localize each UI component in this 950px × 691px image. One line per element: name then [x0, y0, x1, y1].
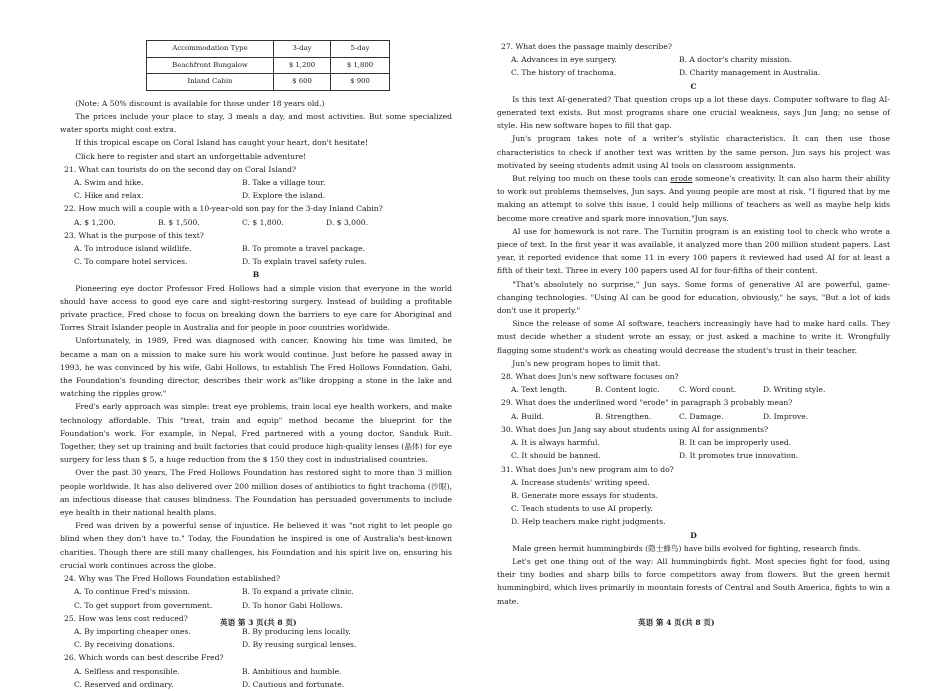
paragraph: Is this text AI-generated? That question crops up a lot these days. Computer software to flag AI-generated text exists. But most programs share one crucial weakness, says Jun Jang; no sense of style. His new software hopes to fill that gap.: [497, 94, 890, 131]
left-page: [60, 0, 452, 691]
option[interactable]: C. The history of trachoma.: [511, 68, 617, 78]
option[interactable]: B. Generate more essays for students.: [511, 490, 659, 500]
section-heading: D: [690, 530, 697, 540]
table-cell: Beachfront Bungalow: [147, 57, 274, 74]
accommodation-table: [146, 40, 390, 91]
question-22: 22. How much will a couple with a 10-year-old son pay for the 3-day Inland Cabin?: [64, 204, 383, 214]
option[interactable]: A. Text length.: [511, 385, 568, 395]
table-row: [147, 57, 390, 74]
option[interactable]: C. To get support from government.: [74, 600, 213, 610]
option[interactable]: D. To explain travel safety rules.: [242, 257, 367, 267]
question-26: 26. Which words can best describe Fred?: [64, 653, 224, 663]
option[interactable]: C. Word count.: [679, 385, 737, 395]
table-cell: $ 900: [331, 74, 390, 91]
option[interactable]: B. A doctor's charity mission.: [679, 55, 792, 65]
question-29: 29. What does the underlined word "erode" in paragraph 3 probably mean?: [501, 398, 793, 408]
right-page: [497, 40, 890, 608]
underlined-word: erode: [670, 174, 693, 184]
text: someone's creativity. It can also harm their ability to work out problems themselves, Jun says. And young people are most at risk. "I figured that by me making an attempt to solve this issue, I could help millions of teachers as well as maybe help kids become more creative and spark more innovation,"Jun says.: [497, 174, 890, 223]
option[interactable]: B. Strengthen.: [595, 411, 652, 421]
paragraph: Pioneering eye doctor Professor Fred Hollows had a simple vision that everyone in the world should have access to good eye care and sight-restoring surgery. Instead of building a profitable private practice, Fred chose to focus on breaking down the barriers to eye care for Aboriginal and Torres Strait Islander people in Australia and for people in poor countries worldwide.: [60, 283, 452, 333]
paragraph: AI use for homework is not rare. The Turnitin program is an existing tool to check who wrote a piece of text. In the first year it was available, it analyzed more than 200 million student papers. Last year, it reported evidence that some 11 in every 100 papers it reviewed had used AI for at least a fifth of their text. Three in every 100 papers used AI for four-fifths of their content.: [497, 226, 890, 276]
page-footer-right: 英语 第 4 页(共 8 页): [638, 618, 715, 627]
question-30: 30. What does Jun Jang say about students using AI for assignments?: [501, 424, 769, 434]
paragraph: The prices include your place to stay, 3 meals a day, and most activities. But some specialized water sports might cost extra.: [60, 111, 452, 135]
option[interactable]: A. Advances in eye surgery.: [511, 55, 617, 65]
option[interactable]: A. Build.: [511, 411, 544, 421]
option[interactable]: B. Content logic.: [595, 385, 660, 395]
section-heading: B: [252, 270, 260, 280]
table-header: 3-day: [274, 41, 331, 58]
paragraph: Let's get one thing out of the way: All hummingbirds fight. Most species fight for food, using their tiny bodies and sharp bills to force competitors away from flowers. But the green hermit hummingbird, which lives primarily in mountain forests of Central and South America, fights to win a mate.: [497, 556, 890, 606]
option[interactable]: C. By receiving donations.: [74, 640, 175, 650]
option[interactable]: D. By reusing surgical lenses.: [242, 640, 357, 650]
option[interactable]: C. Reserved and ordinary.: [74, 679, 174, 689]
option[interactable]: A. Swim and hike.: [74, 178, 144, 187]
option[interactable]: A. Selfless and responsible.: [74, 666, 180, 676]
paragraph-erode: [497, 172, 890, 225]
option[interactable]: D. Charity management in Australia.: [679, 68, 821, 78]
option[interactable]: C. Hike and relax.: [74, 191, 144, 201]
option[interactable]: A. By importing cheaper ones.: [74, 626, 191, 636]
paragraph: If this tropical escape on Coral Island has caught your heart, don't hesitate!: [75, 138, 369, 148]
option[interactable]: B. Ambitious and humble.: [242, 666, 342, 676]
option[interactable]: C. $ 1,800.: [242, 217, 284, 227]
paragraph: Fred was driven by a powerful sense of injustice. He believed it was "not right to let people go blind when they don't have to." Today, the Foundation he inspired is one of Australia's best-known charities. Though there are still many challenges, his Foundation and his spirit live on, ensuring his crucial work continues across the globe.: [60, 521, 452, 570]
option[interactable]: A. To introduce island wildlife.: [74, 244, 192, 254]
option[interactable]: B. By producing lens locally.: [242, 626, 351, 636]
question-25: 25. How was lens cost reduced?: [64, 613, 188, 623]
option[interactable]: D. To honor Gabi Hollows.: [242, 600, 343, 610]
option[interactable]: D. Improve.: [763, 411, 809, 421]
option[interactable]: C. To compare hotel services.: [74, 257, 188, 267]
table-cell: $ 1,800: [331, 57, 390, 74]
text: But relying too much on these tools can: [512, 174, 671, 184]
section-heading: C: [690, 81, 697, 91]
paragraph: Jun's program takes note of a writer's stylistic characteristics. It can then use those characteristics to check if another text was written by the same person. Jun says his project was motivated by seeing students admit using AI tools on classroom assignments.: [497, 134, 890, 170]
table-cell: Inland Cabin: [147, 74, 274, 91]
question-31: 31. What does Jun's new program aim to do?: [501, 464, 674, 474]
option[interactable]: C. It should be banned.: [511, 451, 601, 461]
table-header: 5-day: [331, 41, 390, 58]
option[interactable]: C. Teach students to use AI properly.: [511, 504, 653, 514]
option[interactable]: B. Take a village tour.: [242, 178, 326, 187]
paragraph: Jun's new program hopes to limit that.: [512, 358, 661, 368]
paragraph: Click here to register and start an unforgettable adventure!: [75, 151, 307, 161]
table-row: [147, 74, 390, 91]
option[interactable]: A. $ 1,200.: [74, 217, 116, 227]
question-27: 27. What does the passage mainly describe?: [501, 42, 672, 51]
option[interactable]: C. Damage.: [679, 411, 724, 421]
option[interactable]: D. $ 3,000.: [326, 217, 369, 227]
option[interactable]: B. It can be improperly used.: [679, 438, 792, 448]
question-28: 28. What does Jun's new software focuses on?: [501, 372, 679, 382]
option[interactable]: A. To continue Fred's mission.: [74, 587, 191, 597]
paragraph: Fred's early approach was simple: treat eye problems, train local eye health workers, and make technology affordable. This "treat, train and equip" method became the blueprint for the Foundation's work. For example, in Nepal, Fred partnered with a young doctor, Sanduk Ruit. Together, they set up training and built factories that could produce high-quality lenses (晶体) for eye surgery for less than $ 5, a huge reduction from the $ 150 they cost in industrialised countries.: [60, 402, 452, 465]
option[interactable]: D. Help teachers make right judgments.: [511, 517, 666, 527]
option[interactable]: D. It promotes true innovation.: [679, 451, 799, 461]
question-24: 24. Why was The Fred Hollows Foundation established?: [64, 574, 281, 584]
paragraph: Over the past 30 years, The Fred Hollows Foundation has restored sight to more than 3 million people worldwide. It has also delivered over 200 million doses of antibiotics to fight trachoma (沙眼), an infectious disease that causes blindness. The Foundation has persuaded governments to include eye health in their national health plans.: [60, 468, 452, 518]
table-cell: $ 600: [274, 74, 331, 91]
paragraph: Since the release of some AI software, teachers increasingly have had to make hard calls. They must decide whether a student wrote an essay, or just asked a machine to write it. Wrongfully flagging some student's work as cheating would decrease the student's trust in their teacher.: [497, 319, 890, 355]
question-21: 21. What can tourists do on the second day on Coral Island?: [64, 164, 297, 174]
option[interactable]: A. Increase students' writing speed.: [511, 477, 650, 487]
option[interactable]: B. To promote a travel package.: [242, 244, 365, 254]
option[interactable]: A. It is always harmful.: [511, 438, 600, 448]
paragraph: Male green hermit hummingbirds (隐士蜂鸟) have bills evolved for fighting, research finds.: [512, 543, 861, 553]
option[interactable]: B. To expand a private clinic.: [242, 587, 354, 597]
option[interactable]: D. Cautious and fortunate.: [242, 679, 345, 689]
table-cell: $ 1,200: [274, 57, 331, 74]
option[interactable]: B. $ 1,500.: [158, 217, 200, 227]
table-header: Accommodation Type: [147, 41, 274, 58]
paragraph: "That's absolutely no surprise," Jun says. Some forms of generative AI are powerful, game-changing technologies. "Using AI can be good for education, obviously," he says, "But a lot of kids don't use it properly.": [497, 279, 890, 316]
table-header-row: [147, 41, 390, 58]
question-23: 23. What is the purpose of this text?: [64, 230, 204, 240]
option[interactable]: D. Explore the island.: [242, 191, 326, 201]
option[interactable]: D. Writing style.: [763, 385, 826, 395]
note: (Note: A 50% discount is available for those under 18 years old.): [75, 98, 325, 108]
paragraph: Unfortunately, in 1989, Fred was diagnosed with cancer. Knowing his time was limited, he became a man on a mission to make sure his work would continue. Just before he passed away in 1993, he was convinced by his wife, Gabi Hollows, to establish The Fred Hollows Foundation. Gabi, the Foundation's founding director, describes their work as"like dropping a stone in the lake and watching the ripples grow.": [60, 336, 452, 399]
page-footer-left: 英语 第 3 页(共 8 页): [220, 618, 297, 627]
